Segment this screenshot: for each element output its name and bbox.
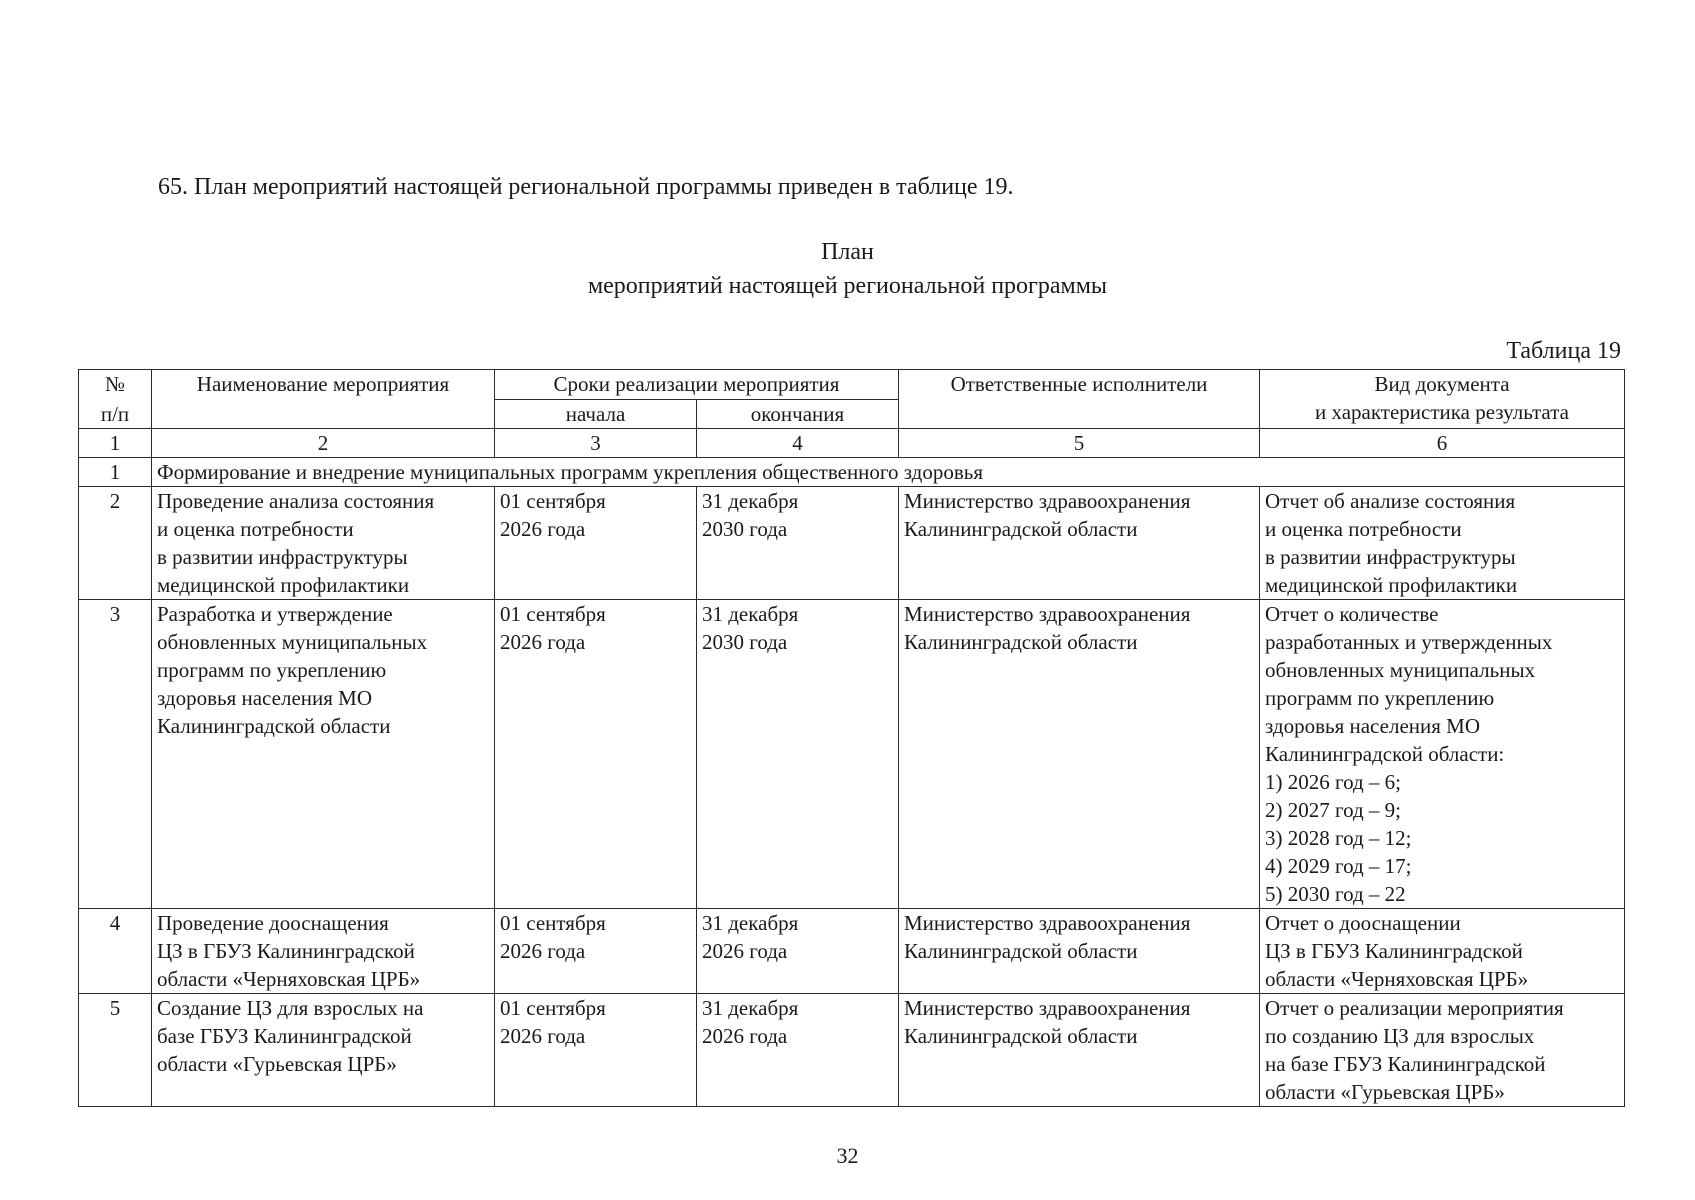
row-num: 2 xyxy=(79,487,152,600)
header-end: окончания xyxy=(697,399,899,429)
header-num: № п/п xyxy=(79,370,152,429)
row-responsible: Министерство здравоохранения Калининградской области xyxy=(899,909,1260,994)
header-result: Вид документа и характеристика результата xyxy=(1260,370,1625,429)
section-title: Формирование и внедрение муниципальных программ укрепления общественного здоровья xyxy=(152,458,1625,487)
column-number: 5 xyxy=(899,429,1260,458)
column-number: 2 xyxy=(152,429,495,458)
row-name: Проведение дооснащения ЦЗ в ГБУЗ Калининградской области «Черняховская ЦРБ» xyxy=(152,909,495,994)
row-num: 5 xyxy=(79,994,152,1107)
row-end: 31 декабря 2026 года xyxy=(697,909,899,994)
section-row xyxy=(79,458,1625,487)
row-end: 31 декабря 2030 года xyxy=(697,487,899,600)
column-numbers-row xyxy=(79,429,1625,458)
column-number: 4 xyxy=(697,429,899,458)
row-end: 31 декабря 2030 года xyxy=(697,600,899,909)
column-number: 1 xyxy=(79,429,152,458)
row-num: 3 xyxy=(79,600,152,909)
header-terms: Сроки реализации мероприятия xyxy=(495,370,899,400)
column-number: 3 xyxy=(495,429,697,458)
row-start: 01 сентября 2026 года xyxy=(495,487,697,600)
column-number: 6 xyxy=(1260,429,1625,458)
row-result: Отчет о количестве разработанных и утвержденных обновленных муниципальных программ по укреплению здоровья населения МО Калининградской области: 1) 2026 год – 6; 2) 2027 год – 9; 3) 2028 год – 12; 4) 2029 год – 17; 5) 2030 год – 22 xyxy=(1260,600,1625,909)
table-row xyxy=(79,600,1625,909)
row-responsible: Министерство здравоохранения Калининградской области xyxy=(899,600,1260,909)
table-row xyxy=(79,994,1625,1107)
header-name: Наименование мероприятия xyxy=(152,370,495,429)
row-num: 4 xyxy=(79,909,152,994)
row-end: 31 декабря 2026 года xyxy=(697,994,899,1107)
row-result: Отчет о дооснащении ЦЗ в ГБУЗ Калининградской области «Черняховская ЦРБ» xyxy=(1260,909,1625,994)
row-name: Разработка и утверждение обновленных муниципальных программ по укреплению здоровья населения МО Калининградской области xyxy=(152,600,495,909)
table-row xyxy=(79,909,1625,994)
plan-title: План xyxy=(821,239,874,265)
row-start: 01 сентября 2026 года xyxy=(495,600,697,909)
section-num: 1 xyxy=(79,458,152,487)
plan-table xyxy=(78,369,1625,1107)
row-name: Создание ЦЗ для взрослых на базе ГБУЗ Калининградской области «Гурьевская ЦРБ» xyxy=(152,994,495,1107)
plan-subtitle: мероприятий настоящей региональной программы xyxy=(587,273,1108,299)
row-name: Проведение анализа состояния и оценка потребности в развитии инфраструктуры медицинской профилактики xyxy=(152,487,495,600)
page-number: 32 xyxy=(836,1143,859,1168)
table-header-row xyxy=(79,370,1625,400)
header-start: начала xyxy=(495,399,697,429)
row-responsible: Министерство здравоохранения Калининградской области xyxy=(899,487,1260,600)
row-start: 01 сентября 2026 года xyxy=(495,909,697,994)
intro-paragraph: 65. План мероприятий настоящей региональной программы приведен в таблице 19. xyxy=(158,174,1014,200)
table-label: Таблица 19 xyxy=(1506,338,1621,364)
table-body xyxy=(79,487,1625,1107)
row-result: Отчет об анализе состояния и оценка потребности в развитии инфраструктуры медицинской профилактики xyxy=(1260,487,1625,600)
row-result: Отчет о реализации мероприятия по созданию ЦЗ для взрослых на базе ГБУЗ Калининградской области «Гурьевская ЦРБ» xyxy=(1260,994,1625,1107)
table-row xyxy=(79,487,1625,600)
row-responsible: Министерство здравоохранения Калининградской области xyxy=(899,994,1260,1107)
row-start: 01 сентября 2026 года xyxy=(495,994,697,1107)
header-responsible: Ответственные исполнители xyxy=(899,370,1260,429)
